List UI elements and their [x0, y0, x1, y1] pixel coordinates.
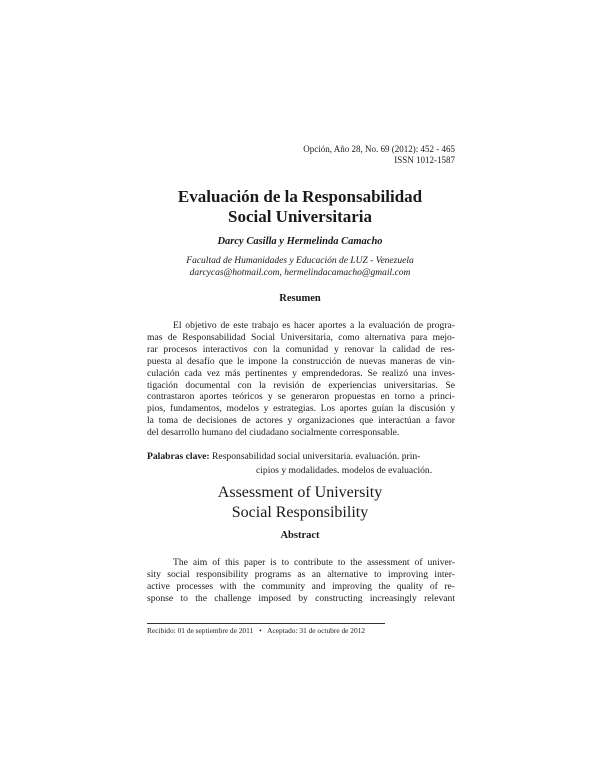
- received-date: Recibido: 01 de septiembre de 2011: [147, 626, 254, 635]
- resumen-line: puesta al desafío que le impone la construcción de nuevas maneras de vin-: [147, 355, 455, 367]
- resumen-line: El objetivo de este trabajo es hacer aportes a la evaluación de progra-: [173, 320, 455, 331]
- title-en-line-2: Social Responsibility: [231, 504, 369, 521]
- affiliation-block: [150, 255, 450, 279]
- footnote: [147, 626, 365, 635]
- resumen-line: contrastaron aportes teóricos y se generaron propuestas en torno a princi-: [147, 391, 455, 403]
- author-emails: darcycas@hotmail.com, hermelindacamacho@gmail.com: [189, 268, 411, 278]
- abstract-line: sponse to the challenge imposed by constructing increasingly relevant: [147, 592, 455, 604]
- resumen-line: mas de Responsabilidad Social Universitaria, como alternativa para mejo-: [147, 331, 455, 343]
- abstract-line: active processes with the community and improving the quality of re-: [147, 580, 455, 592]
- authors: Darcy Casilla y Hermelinda Camacho: [217, 236, 383, 247]
- title-es-line-2: Social Universitaria: [227, 207, 372, 226]
- article-title-en: [150, 483, 450, 523]
- resumen-line: del desarrollo humano del ciudadano socialmente corresponsable.: [147, 427, 400, 439]
- issn-line: ISSN 1012-1587: [394, 155, 455, 165]
- resumen-line: rar procesos interactivos con la comunidad y renovar la calidad de res-: [147, 343, 455, 355]
- resumen-line: culación cada vez más pertinentes y emprendedoras. Se realizó una inves-: [147, 367, 455, 379]
- journal-citation: [155, 144, 455, 166]
- affiliation: Facultad de Humanidades y Educación de LUZ - Venezuela: [186, 256, 414, 266]
- resumen-line: la toma de decisiones de actores y organizaciones que interactúan a favor: [147, 415, 455, 427]
- abstract-line: The aim of this paper is to contribute to the assessment of univer-: [173, 557, 455, 568]
- resumen-line: pios, fundamentos, modelos y estrategias. Los aportes guían la discusión y: [147, 403, 455, 415]
- keywords: [147, 450, 455, 478]
- title-es-line-1: Evaluación de la Responsabilidad: [177, 187, 423, 206]
- footnote-divider: [147, 623, 385, 624]
- keywords-line-1: Responsabilidad social universitaria. evaluación. prin-: [212, 451, 421, 462]
- accepted-date: Aceptado: 31 de octubre de 2012: [267, 626, 366, 635]
- article-title-es: [150, 187, 450, 227]
- keywords-line-2: cipios y modalidades. modelos de evaluación.: [256, 465, 433, 476]
- resumen-heading: Resumen: [279, 293, 321, 304]
- footnote-separator: •: [259, 626, 262, 635]
- abstract-body: [147, 557, 455, 605]
- resumen-line: tigación documental con la revisión de experiencias universitarias. Se: [147, 379, 455, 391]
- journal-line: Opción, Año 28, No. 69 (2012): 452 - 465: [303, 144, 455, 154]
- abstract-line: sity social responsibility programs as an alternative to improving inter-: [147, 568, 455, 580]
- keywords-label: Palabras clave:: [147, 451, 210, 462]
- abstract-heading: Abstract: [280, 530, 320, 541]
- title-en-line-1: Assessment of University: [217, 484, 383, 501]
- resumen-body: [147, 320, 455, 439]
